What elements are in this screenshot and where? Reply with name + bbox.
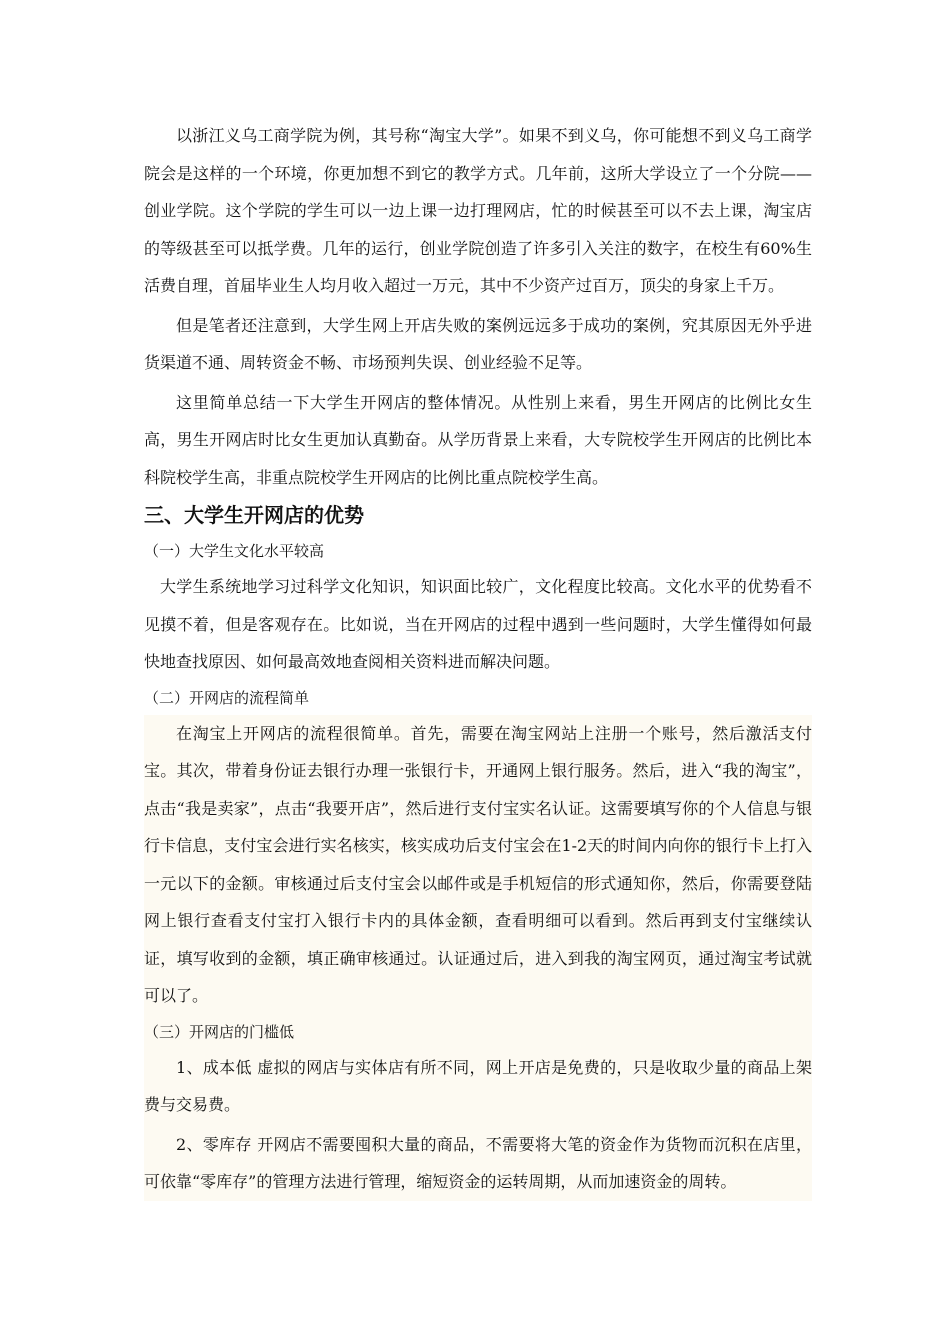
paragraph-failure-reasons: 但是笔者还注意到，大学生网上开店失败的案例远远多于成功的案例，究其原因无外乎进货渠道不通、周转资金不畅、市场预判失误、创业经验不足等。 — [144, 315, 812, 372]
paragraph-yiwu-example: 以浙江义乌工商学院为例，其号称“淘宝大学”。如果不到义乌，你可能想不到义乌工商学院会是这样的一个环境，你更加想不到它的教学方式。几年前，这所大学设立了一个分院——创业学院。这个学院的学生可以一边上课一边打理网店，忙的时候甚至可以不去上课，淘宝店的等级甚至可以抵学费。几年的运行，创业学院创造了许多引入关注的数字，在校生有60%生活费自理，首届毕业生人均月收入超过一万元，其中不少资产过百万，顶尖的身家上千万。 — [144, 126, 812, 295]
subsection-title-3: （三）开网店的门槛低 — [144, 1022, 295, 1041]
paragraph-summary: 这里简单总结一下大学生开网店的整体情况。从性别上来看，男生开网店的比例比女生高，男生开网店时比女生更加认真勤奋。从学历背景上来看，大专院校学生开网店的比例比本科院校学生高，非重点院校学生开网店的比例比重点院校学生高。 — [144, 392, 812, 487]
section-heading: 三、大学生开网店的优势 — [144, 503, 364, 527]
paragraph-low-cost: 1、成本低 虚拟的网店与实体店有所不同，网上开店是免费的，只是收取少量的商品上架费与交易费。 — [144, 1057, 812, 1114]
shaded-block — [144, 715, 812, 1201]
paragraph-shop-process: 在淘宝上开网店的流程很简单。首先，需要在淘宝网站上注册一个账号，然后激活支付宝。其次，带着身份证去银行办理一张银行卡，开通网上银行服务。然后，进入“我的淘宝”，点击“我是卖家”，点击“我要开店”，然后进行支付宝实名认证。这需要填写你的个人信息与银行卡信息，支付宝会进行实名核实，核实成功后支付宝会在1-2天的时间内向你的银行卡上打入一元以下的金额。审核通过后支付宝会以邮件或是手机短信的形式通知你，然后，你需要登陆网上银行查看支付宝打入银行卡内的具体金额，查看明细可以看到。然后再到支付宝继续认证，填写收到的金额，填正确审核通过。认证通过后，进入到我的淘宝网页，通过淘宝考试就可以了。 — [144, 723, 812, 1005]
paragraph-zero-inventory: 2、零库存 开网店不需要囤积大量的商品，不需要将大笔的资金作为货物而沉积在店里，可依靠“零库存”的管理方法进行管理，缩短资金的运转周期，从而加速资金的周转。 — [144, 1134, 812, 1191]
subsection-title-1: （一）大学生文化水平较高 — [144, 542, 325, 560]
subsection-title-2: （二）开网店的流程简单 — [144, 688, 310, 707]
paragraph-education-level: 大学生系统地学习过科学文化知识，知识面比较广，文化程度比较高。文化水平的优势看不见摸不着，但是客观存在。比如说，当在开网店的过程中遇到一些问题时，大学生懂得如何最快地查找原因、如何最高效地查阅相关资料进而解决问题。 — [144, 577, 812, 671]
document-body — [144, 117, 812, 1201]
